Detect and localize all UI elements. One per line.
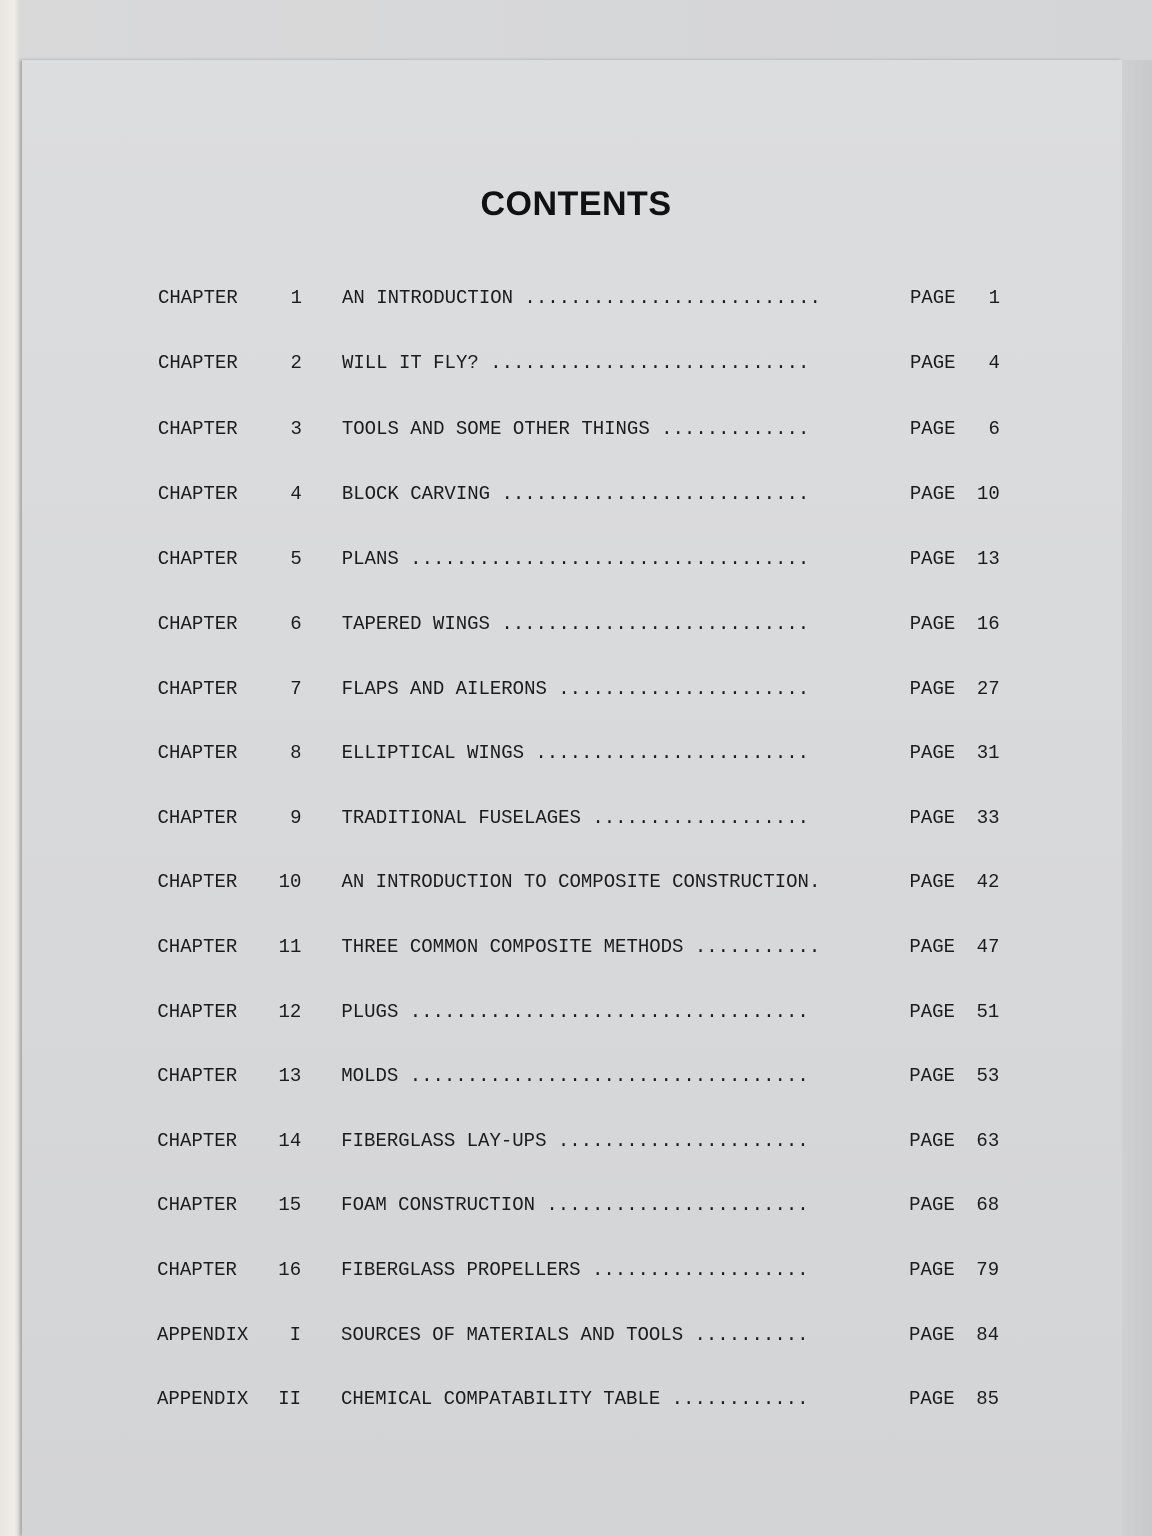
- entry-page-number: 53: [976, 1065, 1000, 1088]
- entry-page-number: 51: [976, 1000, 1000, 1023]
- entry-page-label: PAGE: [909, 1388, 955, 1411]
- entry-number: 8: [290, 742, 302, 765]
- toc-entry: [158, 807, 1010, 837]
- entry-number: 1: [290, 287, 302, 309]
- toc-entry: [158, 613, 1010, 643]
- entry-title: FIBERGLASS LAY-UPS ......................: [341, 1129, 809, 1152]
- entry-page-label: PAGE: [909, 1129, 955, 1152]
- entry-page-label: PAGE: [910, 287, 956, 309]
- entry-page-number: 85: [976, 1388, 999, 1411]
- entry-title: FLAPS AND AILERONS ......................: [341, 677, 810, 700]
- entry-number: 2: [290, 352, 302, 375]
- entry-number: 10: [278, 871, 302, 894]
- entry-title: FIBERGLASS PROPELLERS ...................: [341, 1259, 809, 1281]
- toc-entry: [158, 678, 1010, 708]
- entry-title: THREE COMMON COMPOSITE METHODS ...........: [341, 936, 821, 958]
- entry-label: CHAPTER: [157, 483, 238, 506]
- entry-label: CHAPTER: [157, 742, 238, 765]
- entry-label: CHAPTER: [157, 1065, 238, 1088]
- entry-label: CHAPTER: [157, 806, 238, 829]
- entry-page-label: PAGE: [909, 871, 956, 894]
- entry-number: 7: [290, 677, 302, 700]
- toc-entry: [157, 1259, 1010, 1289]
- entry-page-number: 6: [988, 417, 1000, 440]
- entry-number: I: [289, 1323, 302, 1346]
- entry-page-number: 42: [976, 871, 1000, 894]
- toc-entry: [158, 483, 1010, 513]
- entry-title: AN INTRODUCTION TO COMPOSITE CONSTRUCTION.: [341, 871, 821, 894]
- entry-page-number: 68: [976, 1194, 1000, 1217]
- entry-number: 16: [278, 1259, 302, 1281]
- entry-page-label: PAGE: [909, 613, 956, 635]
- entry-page-label: PAGE: [909, 417, 956, 440]
- entry-label: APPENDIX: [157, 1388, 249, 1411]
- entry-page-number: 31: [976, 742, 1000, 765]
- entry-page-number: 33: [976, 806, 1000, 829]
- entry-title: AN INTRODUCTION ..........................: [342, 287, 821, 309]
- entry-page-number: 4: [988, 352, 1000, 375]
- entry-page-number: 63: [976, 1129, 1000, 1152]
- entry-label: CHAPTER: [157, 417, 238, 440]
- toc-entry: [157, 1130, 1010, 1160]
- entry-label: CHAPTER: [157, 1259, 237, 1281]
- entry-page-label: PAGE: [909, 806, 956, 829]
- entry-label: CHAPTER: [157, 1129, 238, 1152]
- entry-number: 14: [278, 1129, 302, 1152]
- entry-page-label: PAGE: [909, 1065, 955, 1088]
- entry-page-label: PAGE: [909, 352, 956, 375]
- toc-entry: [158, 287, 1010, 317]
- entry-title: PLANS ...................................: [341, 548, 810, 571]
- entry-number: 9: [290, 806, 302, 829]
- toc-entry: [157, 1324, 1010, 1354]
- entry-title: FOAM CONSTRUCTION .......................: [341, 1194, 809, 1217]
- entry-page-number: 1: [988, 287, 1000, 309]
- entry-page-number: 79: [976, 1259, 1000, 1281]
- entry-number: 3: [290, 417, 302, 440]
- entry-title: BLOCK CARVING ...........................: [341, 483, 810, 506]
- entry-page-label: PAGE: [909, 1259, 955, 1281]
- entry-number: 6: [290, 613, 302, 635]
- entry-page-label: PAGE: [909, 677, 956, 700]
- toc-entry: [157, 1388, 1010, 1418]
- entry-page-number: 84: [976, 1323, 1000, 1346]
- contents-heading: CONTENTS: [480, 185, 672, 223]
- entry-number: 5: [290, 548, 302, 571]
- entry-title: TOOLS AND SOME OTHER THINGS .............: [341, 417, 810, 440]
- entry-page-number: 10: [977, 483, 1000, 506]
- entry-label: CHAPTER: [157, 613, 238, 635]
- entry-label: CHAPTER: [157, 1194, 237, 1217]
- entry-page-label: PAGE: [909, 1000, 955, 1023]
- entry-number: 4: [290, 483, 302, 506]
- entry-page-number: 13: [976, 548, 1000, 571]
- entry-title: PLUGS ...................................: [341, 1000, 809, 1023]
- toc-entry: [157, 936, 1010, 966]
- entry-number: II: [278, 1388, 301, 1411]
- entry-title: TAPERED WINGS ...........................: [341, 613, 810, 635]
- toc-entry: [157, 1194, 1010, 1224]
- entry-label: CHAPTER: [158, 287, 238, 309]
- entry-page-number: 27: [976, 677, 1000, 700]
- entry-label: CHAPTER: [157, 677, 238, 700]
- toc-entry: [157, 1001, 1010, 1031]
- entry-label: CHAPTER: [157, 548, 238, 571]
- entry-label: CHAPTER: [157, 936, 238, 958]
- toc-entry: [157, 1065, 1010, 1095]
- entry-title: TRADITIONAL FUSELAGES ...................: [341, 806, 809, 829]
- toc-entry: [158, 418, 1010, 448]
- entry-title: SOURCES OF MATERIALS AND TOOLS ..........: [341, 1323, 809, 1346]
- entry-number: 13: [278, 1065, 302, 1088]
- entry-title: CHEMICAL COMPATABILITY TABLE ............: [341, 1388, 809, 1411]
- entry-number: 12: [278, 1000, 302, 1023]
- entry-page-label: PAGE: [909, 483, 956, 506]
- entry-label: CHAPTER: [157, 1000, 238, 1023]
- entry-title: WILL IT FLY? ............................: [341, 352, 810, 375]
- entry-page-number: 47: [976, 936, 1000, 958]
- entry-page-label: PAGE: [909, 936, 956, 958]
- entry-label: CHAPTER: [157, 871, 238, 894]
- entry-label: CHAPTER: [157, 352, 238, 375]
- toc-entry: [158, 352, 1010, 382]
- entry-title: ELLIPTICAL WINGS ........................: [341, 742, 810, 765]
- entry-number: 11: [278, 936, 302, 958]
- entry-page-label: PAGE: [909, 742, 956, 765]
- entry-label: APPENDIX: [157, 1323, 249, 1346]
- toc-entry: [158, 548, 1010, 578]
- entry-number: 15: [278, 1194, 302, 1217]
- toc-entry: [157, 871, 1010, 901]
- entry-title: MOLDS ...................................: [341, 1065, 809, 1088]
- entry-page-label: PAGE: [909, 548, 956, 571]
- entry-page-number: 16: [976, 613, 1000, 635]
- toc-entry: [158, 742, 1010, 772]
- entry-page-label: PAGE: [909, 1323, 955, 1346]
- entry-page-label: PAGE: [909, 1194, 955, 1217]
